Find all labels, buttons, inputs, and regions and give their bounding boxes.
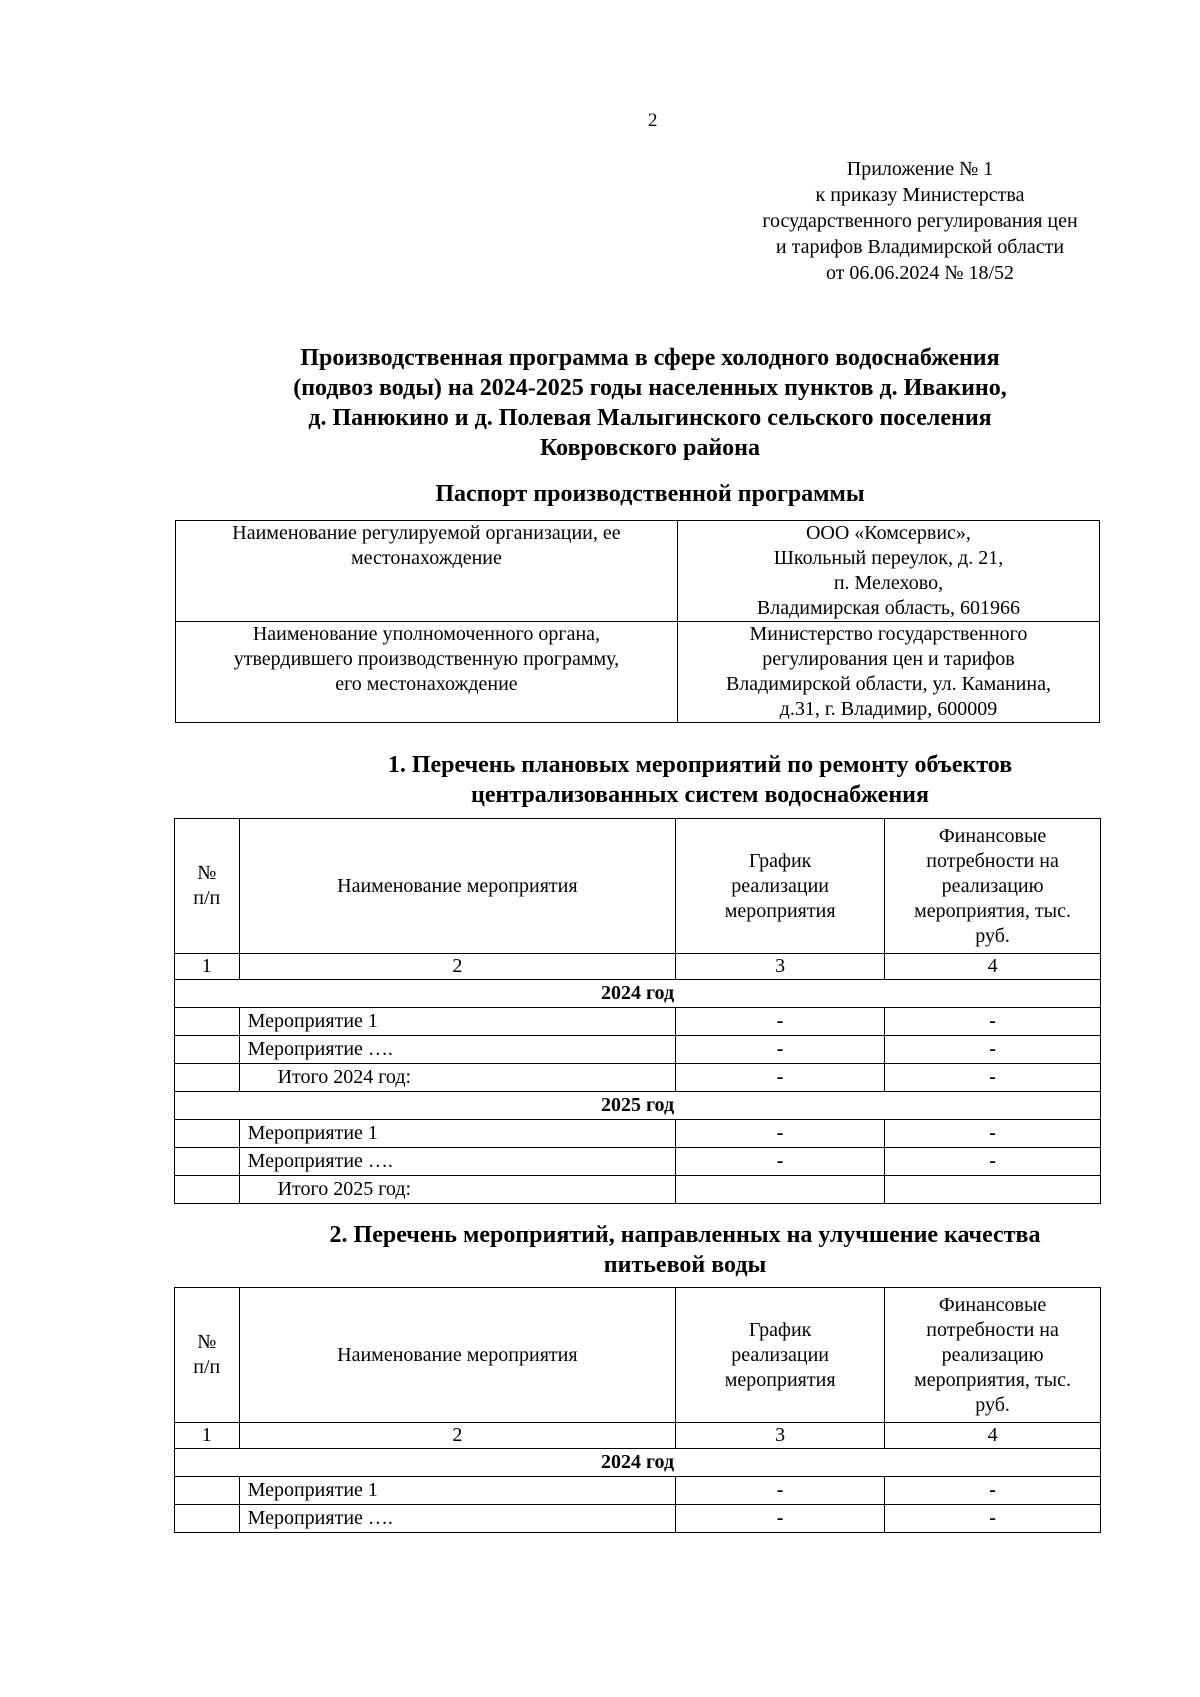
text-line: его местонахождение <box>335 673 518 695</box>
text-line: График <box>748 849 812 872</box>
appendix-line: от 06.06.2024 № 18/52 <box>825 262 1015 284</box>
total-finance: - <box>885 1064 1101 1092</box>
total-label: Итого 2025 год: <box>239 1176 676 1204</box>
measure-name: Мероприятие …. <box>239 1148 676 1176</box>
header-number <box>175 1288 240 1423</box>
title-line: Производственная программа в сфере холодного водоснабжения <box>300 345 1000 371</box>
column-number: 2 <box>239 1423 676 1449</box>
section2-table <box>174 1287 1101 1533</box>
table-row <box>175 1008 1101 1036</box>
table-header-row <box>175 1288 1101 1423</box>
page-number: 2 <box>648 110 658 131</box>
measure-finance: - <box>885 1148 1101 1176</box>
passport-value <box>677 521 1099 622</box>
measure-finance: - <box>885 1120 1101 1148</box>
measure-schedule: - <box>676 1477 885 1505</box>
section1-table <box>174 818 1101 1204</box>
text-line: № <box>197 1331 217 1353</box>
section-title-line: централизованных систем водоснабжения <box>471 782 929 808</box>
total-schedule: - <box>676 1064 885 1092</box>
total-finance <box>885 1176 1101 1204</box>
text-line: № <box>197 862 217 884</box>
header-name: Наименование мероприятия <box>239 819 676 954</box>
table-row <box>175 1120 1101 1148</box>
measure-finance: - <box>885 1008 1101 1036</box>
title-line: Ковровского района <box>539 435 761 461</box>
column-number: 1 <box>175 954 240 980</box>
header-number <box>175 819 240 954</box>
column-number-row <box>175 1423 1101 1449</box>
row-number <box>175 1477 240 1505</box>
column-number: 1 <box>175 1423 240 1449</box>
text-line: реализации <box>731 1343 829 1366</box>
text-line: реализацию <box>941 874 1044 897</box>
section2-title <box>270 1220 1100 1280</box>
text-line: мероприятия, тыс. <box>914 899 1071 922</box>
row-number <box>175 1008 240 1036</box>
row-number <box>175 1505 240 1533</box>
text-line: реализацию <box>941 1343 1044 1366</box>
text-line: д.31, г. Владимир, 600009 <box>779 698 998 720</box>
measure-name: Мероприятие 1 <box>239 1120 676 1148</box>
table-header-row <box>175 819 1101 954</box>
text-line: местонахождение <box>351 547 502 569</box>
section-title-line: 1. Перечень плановых мероприятий по ремонту объектов <box>387 752 1013 778</box>
title-line: (подвоз воды) на 2024-2025 годы населенных пунктов д. Ивакино, <box>293 375 1007 401</box>
passport-row <box>176 521 1100 622</box>
text-line: Школьный переулок, д. 21, <box>773 547 1004 569</box>
passport-label <box>176 521 678 622</box>
text-line: Финансовые <box>938 1293 1047 1316</box>
year-row <box>175 980 1101 1008</box>
column-number: 2 <box>239 954 676 980</box>
title-line: д. Панюкино и д. Полевая Малыгинского сельского поселения <box>308 405 992 431</box>
year-label: 2024 год <box>175 980 1101 1008</box>
text-line: утвердившего производственную программу, <box>233 648 620 670</box>
year-row <box>175 1449 1101 1477</box>
measure-finance: - <box>885 1505 1101 1533</box>
measure-schedule: - <box>676 1148 885 1176</box>
text-line: мероприятия <box>724 899 836 922</box>
measure-schedule: - <box>676 1008 885 1036</box>
text-line: п. Мелехово, <box>833 572 944 594</box>
passport-value <box>677 622 1099 723</box>
measure-schedule: - <box>676 1505 885 1533</box>
text-line: потребности на <box>926 849 1059 872</box>
total-row <box>175 1064 1101 1092</box>
measure-finance: - <box>885 1477 1101 1505</box>
year-label: 2025 год <box>175 1092 1101 1120</box>
text-line: руб. <box>975 1393 1010 1416</box>
text-line: Наименование регулируемой организации, ее <box>232 522 621 544</box>
measure-finance: - <box>885 1036 1101 1064</box>
section-title-line: 2. Перечень мероприятий, направленных на улучшение качества <box>329 1222 1041 1248</box>
header-finance <box>885 819 1101 954</box>
header-schedule <box>676 1288 885 1423</box>
measure-name: Мероприятие …. <box>239 1036 676 1064</box>
row-number <box>175 1064 240 1092</box>
text-line: мероприятия <box>724 1368 836 1391</box>
row-number <box>175 1036 240 1064</box>
document-title <box>170 343 1130 463</box>
text-line: руб. <box>975 924 1010 947</box>
text-line: потребности на <box>926 1318 1059 1341</box>
column-number: 4 <box>885 1423 1101 1449</box>
table-row <box>175 1148 1101 1176</box>
text-line: п/п <box>193 887 221 909</box>
column-number: 3 <box>676 1423 885 1449</box>
passport-row <box>176 622 1100 723</box>
section1-title <box>300 750 1100 810</box>
column-number: 4 <box>885 954 1101 980</box>
passport-heading: Паспорт производственной программы <box>435 481 865 507</box>
text-line: Министерство государственного <box>749 623 1028 645</box>
text-line: п/п <box>193 1356 221 1378</box>
appendix-line: Приложение № 1 <box>846 158 994 180</box>
passport-table <box>175 520 1100 723</box>
table-row <box>175 1505 1101 1533</box>
table-row <box>175 1477 1101 1505</box>
text-line: мероприятия, тыс. <box>914 1368 1071 1391</box>
row-number <box>175 1120 240 1148</box>
measure-name: Мероприятие 1 <box>239 1008 676 1036</box>
appendix-line: и тарифов Владимирской области <box>775 236 1065 258</box>
text-line: График <box>748 1318 812 1341</box>
year-row <box>175 1092 1101 1120</box>
total-label: Итого 2024 год: <box>239 1064 676 1092</box>
text-line: Наименование уполномоченного органа, <box>252 623 601 645</box>
text-line: Владимирская область, 601966 <box>756 597 1020 619</box>
column-number-row <box>175 954 1101 980</box>
measure-schedule: - <box>676 1036 885 1064</box>
header-finance <box>885 1288 1101 1423</box>
table-row <box>175 1036 1101 1064</box>
appendix-note <box>730 156 1110 286</box>
passport-label <box>176 622 678 723</box>
text-line: ООО «Комсервис», <box>805 522 971 544</box>
text-line: Владимирской области, ул. Каманина, <box>725 673 1051 695</box>
total-row <box>175 1176 1101 1204</box>
row-number <box>175 1176 240 1204</box>
text-line: реализации <box>731 874 829 897</box>
column-number: 3 <box>676 954 885 980</box>
text-line: регулирования цен и тарифов <box>762 648 1015 670</box>
appendix-line: государственного регулирования цен <box>762 210 1078 232</box>
header-schedule <box>676 819 885 954</box>
section-title-line: питьевой воды <box>603 1252 767 1278</box>
measure-schedule: - <box>676 1120 885 1148</box>
text-line: Финансовые <box>938 824 1047 847</box>
appendix-line: к приказу Министерства <box>815 184 1025 206</box>
total-schedule <box>676 1176 885 1204</box>
year-label: 2024 год <box>175 1449 1101 1477</box>
measure-name: Мероприятие 1 <box>239 1477 676 1505</box>
measure-name: Мероприятие …. <box>239 1505 676 1533</box>
row-number <box>175 1148 240 1176</box>
header-name: Наименование мероприятия <box>239 1288 676 1423</box>
